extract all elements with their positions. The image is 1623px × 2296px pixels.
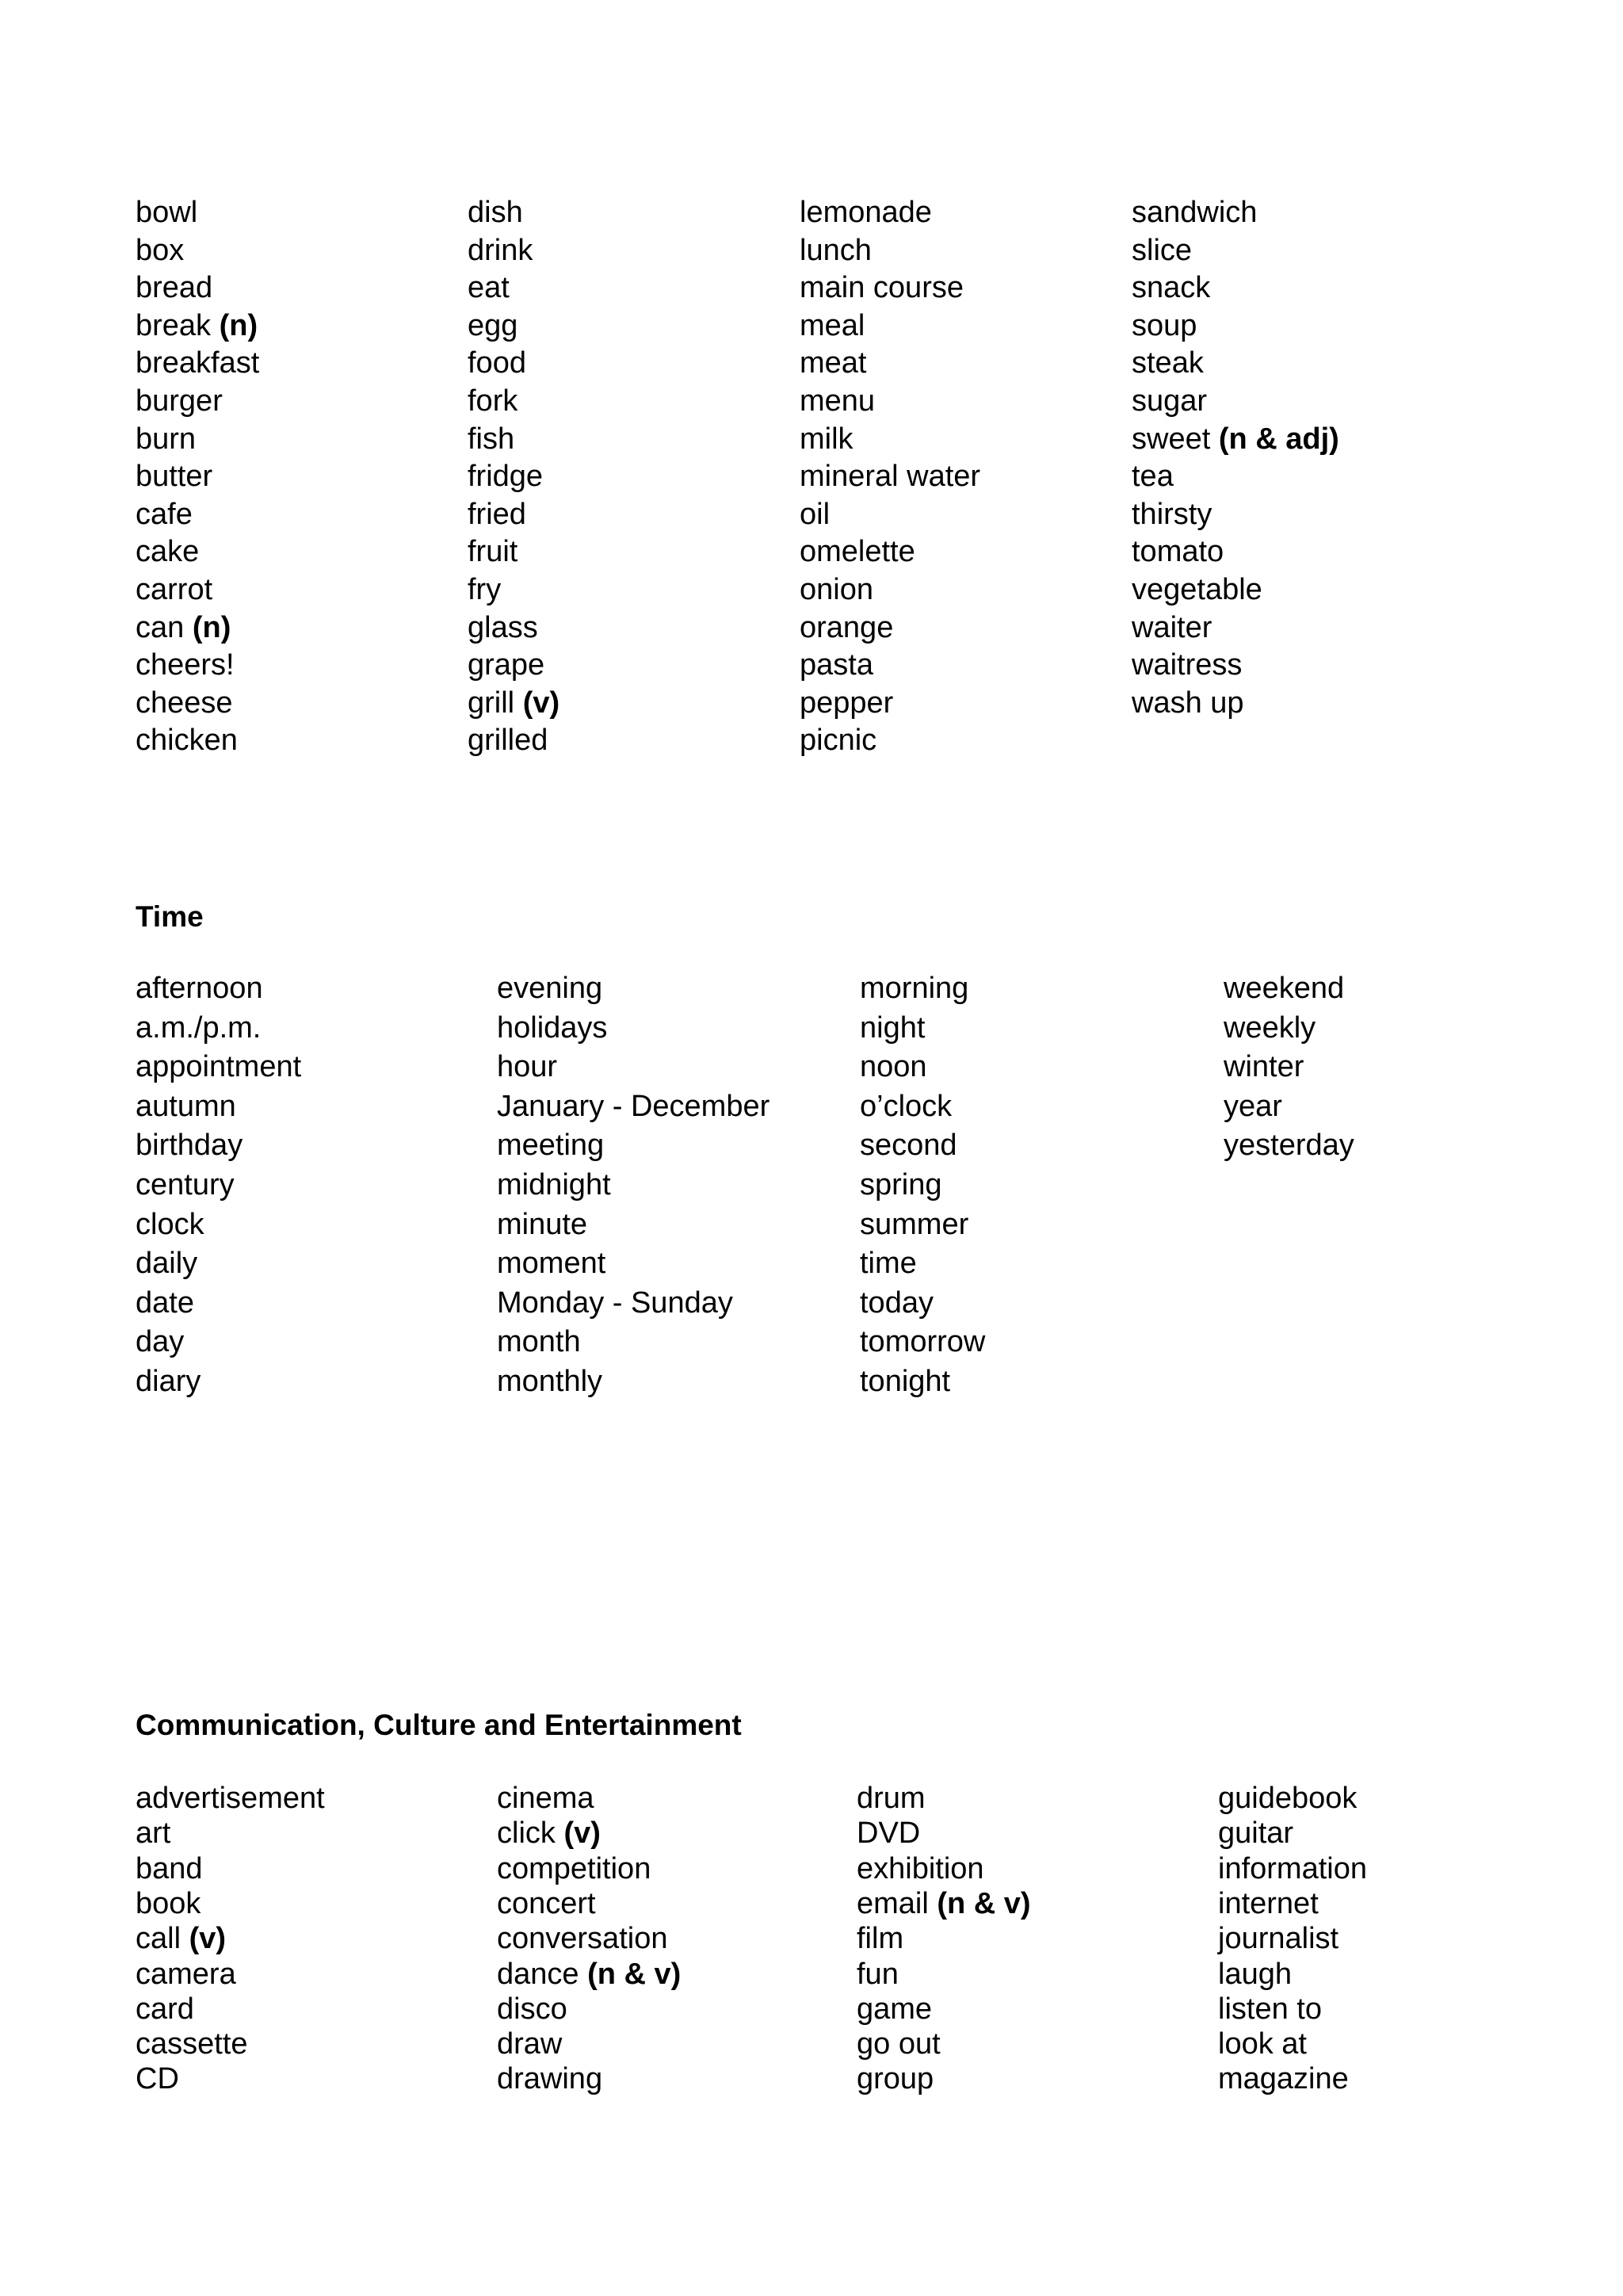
vocab-word: advertisement bbox=[136, 1782, 325, 1815]
vocab-item bbox=[497, 1364, 602, 1399]
vocab-item bbox=[857, 2027, 941, 2061]
vocab-item bbox=[1132, 534, 1224, 569]
part-of-speech-tag: (n & v) bbox=[937, 1887, 1031, 1920]
vocab-item bbox=[497, 1207, 587, 1242]
vocab-word: disco bbox=[497, 1992, 567, 2026]
vocab-item bbox=[1218, 1957, 1292, 1992]
vocab-item bbox=[860, 1167, 942, 1202]
section-heading-time: Time bbox=[136, 900, 204, 933]
vocab-item bbox=[1132, 195, 1257, 230]
vocab-item bbox=[136, 1851, 203, 1886]
vocab-word: guitar bbox=[1218, 1817, 1294, 1850]
vocab-item bbox=[497, 1128, 604, 1163]
vocab-word: clock bbox=[136, 1208, 204, 1241]
vocab-word: meeting bbox=[497, 1129, 605, 1162]
vocab-item bbox=[800, 459, 980, 494]
vocab-item bbox=[468, 572, 501, 607]
vocab-word: time bbox=[860, 1247, 917, 1280]
vocab-word: laugh bbox=[1218, 1958, 1292, 1991]
vocab-item bbox=[800, 648, 873, 682]
vocab-word: draw bbox=[497, 2027, 563, 2061]
vocab-item bbox=[136, 308, 258, 343]
vocab-word: weekend bbox=[1224, 972, 1345, 1005]
vocab-word: competition bbox=[497, 1852, 651, 1885]
vocab-word: date bbox=[136, 1286, 194, 1320]
vocab-item bbox=[860, 971, 968, 1006]
vocab-item bbox=[497, 1286, 733, 1320]
vocab-word: century bbox=[136, 1168, 235, 1201]
vocab-word: omelette bbox=[800, 535, 915, 568]
vocab-word: email bbox=[857, 1887, 929, 1920]
vocab-item bbox=[136, 195, 197, 230]
vocab-item bbox=[1218, 1851, 1367, 1886]
vocab-item bbox=[800, 233, 872, 268]
section-heading-communication: Communication, Culture and Entertainment bbox=[136, 1709, 742, 1741]
vocab-word: lunch bbox=[800, 234, 872, 267]
vocab-item bbox=[136, 346, 259, 380]
vocab-item bbox=[136, 648, 235, 682]
vocab-item bbox=[1224, 1010, 1316, 1045]
vocab-item bbox=[468, 308, 517, 343]
vocab-item bbox=[1224, 971, 1344, 1006]
vocab-item bbox=[136, 534, 199, 569]
vocab-word: steak bbox=[1132, 346, 1204, 380]
vocab-item bbox=[857, 1886, 1031, 1921]
vocab-item bbox=[497, 1089, 769, 1124]
vocab-word: butter bbox=[136, 460, 213, 493]
vocab-item bbox=[136, 1089, 236, 1124]
vocab-word: appointment bbox=[136, 1050, 302, 1083]
vocab-word: CD bbox=[136, 2062, 179, 2095]
vocab-word: burger bbox=[136, 384, 223, 418]
vocab-word: night bbox=[860, 1011, 926, 1045]
vocab-item bbox=[136, 2061, 179, 2096]
vocab-item bbox=[136, 422, 196, 457]
vocab-word: tomorrow bbox=[860, 1325, 986, 1358]
vocab-word: eat bbox=[468, 271, 510, 304]
vocab-word: breakfast bbox=[136, 346, 260, 380]
vocab-item bbox=[860, 1010, 925, 1045]
vocab-word: listen to bbox=[1218, 1992, 1322, 2026]
vocab-item bbox=[1218, 1921, 1338, 1956]
vocab-word: month bbox=[497, 1325, 581, 1358]
vocab-item bbox=[136, 610, 231, 645]
vocab-word: tonight bbox=[860, 1365, 951, 1398]
vocab-item bbox=[857, 1851, 984, 1886]
vocab-item bbox=[860, 1364, 950, 1399]
vocab-word: winter bbox=[1224, 1050, 1304, 1083]
vocab-word: cassette bbox=[136, 2027, 248, 2061]
vocab-word: midnight bbox=[497, 1168, 611, 1201]
vocab-item bbox=[468, 346, 526, 380]
vocab-word: card bbox=[136, 1992, 194, 2026]
vocab-item bbox=[1218, 2061, 1349, 2096]
vocab-word: pepper bbox=[800, 686, 894, 720]
vocab-item bbox=[860, 1207, 968, 1242]
vocab-item bbox=[136, 270, 212, 305]
vocab-word: morning bbox=[860, 972, 969, 1005]
vocab-word: look at bbox=[1218, 2027, 1307, 2061]
vocab-item bbox=[1218, 2027, 1307, 2061]
vocab-word: exhibition bbox=[857, 1852, 984, 1885]
vocab-word: menu bbox=[800, 384, 876, 418]
vocab-item bbox=[497, 2027, 562, 2061]
vocab-item bbox=[497, 1851, 651, 1886]
vocab-word: hour bbox=[497, 1050, 558, 1083]
vocab-word: call bbox=[136, 1922, 181, 1955]
vocab-word: information bbox=[1218, 1852, 1367, 1885]
vocab-item bbox=[800, 422, 854, 457]
vocab-word: DVD bbox=[857, 1817, 921, 1850]
vocab-word: weekly bbox=[1224, 1011, 1316, 1045]
vocab-item bbox=[468, 195, 523, 230]
vocab-item bbox=[468, 270, 510, 305]
vocab-item bbox=[800, 346, 866, 380]
vocab-word: sugar bbox=[1132, 384, 1208, 418]
vocab-word: click bbox=[497, 1817, 556, 1850]
vocab-word: tea bbox=[1132, 460, 1174, 493]
vocab-word: concert bbox=[497, 1887, 596, 1920]
vocab-item bbox=[800, 534, 915, 569]
vocab-word: book bbox=[136, 1887, 201, 1920]
vocab-word: Monday - Sunday bbox=[497, 1286, 733, 1320]
vocab-item bbox=[468, 648, 544, 682]
vocab-word: film bbox=[857, 1922, 904, 1955]
vocab-word: autumn bbox=[136, 1090, 236, 1123]
vocab-item bbox=[860, 1246, 917, 1281]
vocab-word: grill bbox=[468, 686, 515, 720]
vocab-item bbox=[497, 1324, 581, 1359]
vocab-word: lemonade bbox=[800, 196, 932, 229]
vocab-word: main course bbox=[800, 271, 964, 304]
vocab-word: cake bbox=[136, 535, 200, 568]
vocab-item bbox=[136, 1324, 184, 1359]
vocab-word: guidebook bbox=[1218, 1782, 1358, 1815]
part-of-speech-tag: (v) bbox=[522, 686, 560, 720]
vocab-word: daily bbox=[136, 1247, 198, 1280]
vocab-item bbox=[857, 1992, 932, 2027]
vocab-word: monthly bbox=[497, 1365, 603, 1398]
vocab-item bbox=[860, 1286, 934, 1320]
vocab-word: fruit bbox=[468, 535, 518, 568]
vocab-word: box bbox=[136, 234, 185, 267]
vocab-item bbox=[800, 686, 893, 720]
vocab-word: summer bbox=[860, 1208, 969, 1241]
vocab-item bbox=[1132, 308, 1197, 343]
vocab-word: picnic bbox=[800, 724, 877, 757]
vocab-word: January - December bbox=[497, 1090, 770, 1123]
vocab-word: birthday bbox=[136, 1129, 243, 1162]
vocab-word: tomato bbox=[1132, 535, 1224, 568]
vocab-word: game bbox=[857, 1992, 933, 2026]
vocab-word: art bbox=[136, 1817, 171, 1850]
vocab-word: cheese bbox=[136, 686, 233, 720]
vocab-item bbox=[468, 534, 517, 569]
vocab-word: pasta bbox=[800, 648, 873, 682]
vocab-item bbox=[136, 1286, 194, 1320]
vocab-word: drink bbox=[468, 234, 533, 267]
vocab-word: cheers! bbox=[136, 648, 235, 682]
vocab-word: soup bbox=[1132, 309, 1197, 342]
vocab-word: dish bbox=[468, 196, 523, 229]
vocab-word: day bbox=[136, 1325, 185, 1358]
vocab-word: group bbox=[857, 2062, 934, 2095]
vocab-word: go out bbox=[857, 2027, 941, 2061]
vocab-item bbox=[136, 1246, 197, 1281]
vocab-item bbox=[136, 384, 223, 418]
part-of-speech-tag: (v) bbox=[189, 1922, 227, 1955]
vocab-item bbox=[800, 572, 873, 607]
vocab-item bbox=[1132, 233, 1192, 268]
vocab-item bbox=[468, 422, 514, 457]
vocab-item bbox=[1218, 1781, 1357, 1816]
vocab-item bbox=[136, 1207, 204, 1242]
vocab-item bbox=[136, 1816, 170, 1851]
vocab-word: cinema bbox=[497, 1782, 594, 1815]
vocab-item bbox=[1132, 648, 1242, 682]
vocab-item bbox=[468, 686, 559, 720]
vocab-item bbox=[136, 1957, 236, 1992]
vocab-item bbox=[1132, 384, 1207, 418]
vocab-word: minute bbox=[497, 1208, 588, 1241]
vocab-word: slice bbox=[1132, 234, 1193, 267]
vocab-item bbox=[800, 497, 830, 532]
vocab-word: food bbox=[468, 346, 526, 380]
vocab-item bbox=[468, 610, 538, 645]
vocab-word: oil bbox=[800, 498, 831, 531]
vocab-item bbox=[497, 1992, 567, 2027]
vocab-item bbox=[136, 971, 263, 1006]
vocab-item bbox=[468, 459, 543, 494]
vocab-item bbox=[136, 233, 184, 268]
vocab-word: sweet bbox=[1132, 422, 1211, 456]
vocab-word: internet bbox=[1218, 1887, 1319, 1920]
vocab-item bbox=[1132, 572, 1262, 607]
vocab-item bbox=[1218, 1816, 1293, 1851]
part-of-speech-tag: (n) bbox=[192, 611, 231, 644]
vocab-word: fridge bbox=[468, 460, 544, 493]
vocab-word: afternoon bbox=[136, 972, 263, 1005]
vocab-word: magazine bbox=[1218, 2062, 1349, 2095]
vocab-item bbox=[860, 1049, 927, 1084]
vocab-item bbox=[857, 1781, 926, 1816]
vocab-item bbox=[860, 1128, 957, 1163]
vocab-item bbox=[1224, 1049, 1304, 1084]
vocab-word: grilled bbox=[468, 724, 548, 757]
part-of-speech-tag: (v) bbox=[563, 1817, 601, 1850]
vocab-word: a.m./p.m. bbox=[136, 1011, 262, 1045]
vocab-item bbox=[1132, 497, 1212, 532]
vocab-word: journalist bbox=[1218, 1922, 1339, 1955]
vocab-item bbox=[800, 270, 964, 305]
vocab-word: dance bbox=[497, 1958, 579, 1991]
vocab-word: cafe bbox=[136, 498, 193, 531]
vocab-item bbox=[857, 2061, 934, 2096]
vocab-item bbox=[1218, 1886, 1319, 1921]
vocab-item bbox=[468, 233, 533, 268]
vocab-word: moment bbox=[497, 1247, 606, 1280]
vocab-word: evening bbox=[497, 972, 603, 1005]
vocab-item bbox=[1224, 1128, 1354, 1163]
vocab-item bbox=[468, 384, 517, 418]
vocab-item bbox=[860, 1089, 952, 1124]
vocab-item bbox=[800, 610, 893, 645]
vocab-item bbox=[136, 1781, 325, 1816]
part-of-speech-tag: (n) bbox=[219, 309, 258, 342]
vocab-item bbox=[497, 1957, 681, 1992]
vocab-word: bread bbox=[136, 271, 213, 304]
vocab-word: fish bbox=[468, 422, 515, 456]
vocab-word: waitress bbox=[1132, 648, 1243, 682]
vocab-item bbox=[136, 686, 233, 720]
vocab-item bbox=[497, 1781, 594, 1816]
vocab-word: today bbox=[860, 1286, 934, 1320]
vocab-item bbox=[497, 1886, 596, 1921]
vocab-word: orange bbox=[800, 611, 894, 644]
vocab-item bbox=[468, 723, 548, 758]
vocab-item bbox=[136, 1128, 242, 1163]
vocab-item bbox=[136, 1886, 200, 1921]
vocab-word: yesterday bbox=[1224, 1129, 1354, 1162]
vocab-item bbox=[1132, 346, 1204, 380]
vocab-word: sandwich bbox=[1132, 196, 1258, 229]
vocab-word: camera bbox=[136, 1958, 236, 1991]
vocab-word: holidays bbox=[497, 1011, 608, 1045]
vocab-item bbox=[1224, 1089, 1282, 1124]
vocab-item bbox=[136, 723, 238, 758]
vocab-word: milk bbox=[800, 422, 854, 456]
vocab-word: waiter bbox=[1132, 611, 1212, 644]
vocab-word: drum bbox=[857, 1782, 926, 1815]
vocab-word: chicken bbox=[136, 724, 238, 757]
vocab-item bbox=[1132, 686, 1244, 720]
vocab-item bbox=[497, 1816, 601, 1851]
vocab-item bbox=[497, 1010, 607, 1045]
vocab-item bbox=[860, 1324, 985, 1359]
vocab-word: grape bbox=[468, 648, 545, 682]
vocab-word: vegetable bbox=[1132, 573, 1262, 606]
vocab-word: fork bbox=[468, 384, 518, 418]
part-of-speech-tag: (n & v) bbox=[587, 1958, 682, 1991]
vocab-word: fun bbox=[857, 1958, 899, 1991]
vocab-item bbox=[497, 1246, 605, 1281]
vocab-word: band bbox=[136, 1852, 203, 1885]
vocab-word: spring bbox=[860, 1168, 942, 1201]
vocab-item bbox=[136, 1167, 235, 1202]
vocab-item bbox=[857, 1921, 903, 1956]
vocab-word: egg bbox=[468, 309, 518, 342]
vocab-item bbox=[857, 1816, 920, 1851]
vocab-item bbox=[136, 572, 212, 607]
vocab-word: diary bbox=[136, 1365, 201, 1398]
vocab-item bbox=[136, 497, 193, 532]
vocab-word: fry bbox=[468, 573, 502, 606]
vocab-item bbox=[800, 723, 876, 758]
vocab-word: thirsty bbox=[1132, 498, 1212, 531]
vocab-word: fried bbox=[468, 498, 526, 531]
vocab-word: bowl bbox=[136, 196, 198, 229]
vocab-word: carrot bbox=[136, 573, 213, 606]
vocab-word: onion bbox=[800, 573, 873, 606]
vocab-word: snack bbox=[1132, 271, 1211, 304]
vocab-item bbox=[497, 1167, 611, 1202]
vocab-item bbox=[1132, 270, 1210, 305]
vocab-item bbox=[1218, 1992, 1322, 2027]
vocab-word: drawing bbox=[497, 2062, 603, 2095]
vocab-item bbox=[800, 195, 932, 230]
vocab-word: mineral water bbox=[800, 460, 981, 493]
vocab-word: second bbox=[860, 1129, 957, 1162]
vocab-item bbox=[1132, 610, 1212, 645]
vocab-word: can bbox=[136, 611, 185, 644]
vocab-word: year bbox=[1224, 1090, 1282, 1123]
vocab-item bbox=[497, 1049, 557, 1084]
vocab-item bbox=[136, 459, 212, 494]
vocab-word: noon bbox=[860, 1050, 927, 1083]
vocab-item bbox=[136, 1010, 261, 1045]
vocab-word: break bbox=[136, 309, 212, 342]
vocab-item bbox=[857, 1957, 899, 1992]
vocab-word: meat bbox=[800, 346, 867, 380]
vocab-word: glass bbox=[468, 611, 538, 644]
vocab-item bbox=[136, 1049, 301, 1084]
vocab-item bbox=[136, 1992, 194, 2027]
vocab-item bbox=[136, 1364, 200, 1399]
vocab-word: burn bbox=[136, 422, 197, 456]
vocab-word: o’clock bbox=[860, 1090, 953, 1123]
vocab-word: wash up bbox=[1132, 686, 1244, 720]
vocab-item bbox=[1132, 459, 1174, 494]
part-of-speech-tag: (n & adj) bbox=[1218, 422, 1339, 456]
vocab-item bbox=[497, 1921, 667, 1956]
vocab-item bbox=[497, 2061, 602, 2096]
vocab-item bbox=[468, 497, 526, 532]
vocab-item bbox=[136, 1921, 226, 1956]
vocab-item bbox=[800, 384, 875, 418]
vocab-word: meal bbox=[800, 309, 865, 342]
vocab-item bbox=[497, 971, 602, 1006]
vocab-word: conversation bbox=[497, 1922, 668, 1955]
vocab-item bbox=[1132, 422, 1339, 457]
vocab-item bbox=[136, 2027, 248, 2061]
vocab-item bbox=[800, 308, 865, 343]
